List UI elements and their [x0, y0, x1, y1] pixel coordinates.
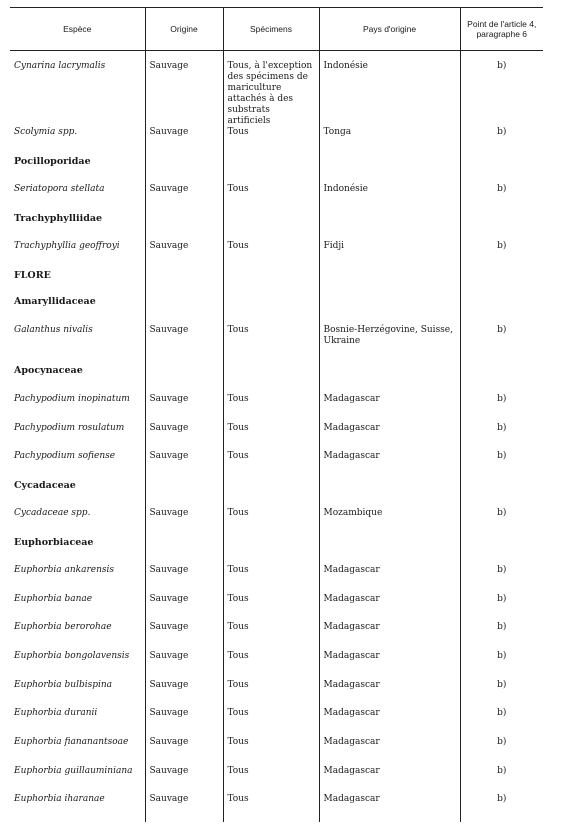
origine-cell: Sauvage	[145, 794, 223, 822]
point-cell: b)	[460, 184, 543, 213]
point-cell	[460, 480, 543, 508]
origine-cell: Sauvage	[145, 622, 223, 651]
pays-cell	[319, 480, 460, 508]
point-cell	[460, 270, 543, 296]
table-row	[10, 737, 543, 766]
family-name-cell: Euphorbiaceae	[14, 537, 94, 548]
pays-cell	[319, 270, 460, 296]
header-row	[10, 8, 543, 51]
point-cell: b)	[460, 737, 543, 766]
origine-cell: Sauvage	[145, 184, 223, 213]
table-row	[10, 451, 543, 480]
origine-cell: Sauvage	[145, 737, 223, 766]
specimens-cell: Tous	[223, 794, 319, 822]
specimens-cell: Tous	[223, 766, 319, 794]
species-cell: Euphorbia berorohae	[14, 622, 112, 632]
family-row	[10, 480, 543, 508]
point-cell	[460, 156, 543, 184]
point-cell: b)	[460, 508, 543, 537]
family-row	[10, 537, 543, 565]
species-cell: Cycadaceae spp.	[14, 508, 91, 518]
header-pays: Pays d'origine	[319, 8, 460, 51]
specimens-cell: Tous	[223, 241, 319, 270]
species-cell: Euphorbia ankarensis	[14, 565, 115, 575]
pays-cell: Bosnie-Herzégovine, Suisse, Ukraine	[319, 325, 460, 365]
specimens-cell: Tous	[223, 737, 319, 766]
origine-cell: Sauvage	[145, 451, 223, 480]
origine-cell: Sauvage	[145, 394, 223, 423]
specimens-cell: Tous	[223, 565, 319, 594]
header-origine: Origine	[145, 8, 223, 51]
species-cell: Galanthus nivalis	[14, 325, 93, 335]
specimens-cell: Tous	[223, 423, 319, 451]
pays-cell	[319, 537, 460, 565]
table-row	[10, 565, 543, 594]
pays-cell: Madagascar	[319, 737, 460, 766]
origine-cell: Sauvage	[145, 565, 223, 594]
point-cell: b)	[460, 565, 543, 594]
origine-cell	[145, 213, 223, 241]
family-row	[10, 213, 543, 241]
species-cell: Euphorbia duranii	[14, 708, 98, 718]
family-name-cell: Pocilloporidae	[14, 156, 91, 167]
table-row	[10, 622, 543, 651]
table-row	[10, 594, 543, 622]
specimens-cell	[223, 480, 319, 508]
pays-cell: Madagascar	[319, 394, 460, 423]
species-cell: Seriatopora stellata	[14, 184, 105, 194]
origine-cell: Sauvage	[145, 651, 223, 680]
pays-cell: Madagascar	[319, 651, 460, 680]
origine-cell: Sauvage	[145, 594, 223, 622]
table-body	[10, 51, 543, 823]
specimens-cell: Tous	[223, 680, 319, 708]
pays-cell: Madagascar	[319, 622, 460, 651]
origine-cell	[145, 365, 223, 394]
family-row	[10, 296, 543, 325]
family-name-cell: Amaryllidaceae	[14, 296, 96, 307]
origine-cell: Sauvage	[145, 766, 223, 794]
pays-cell	[319, 213, 460, 241]
pays-cell: Madagascar	[319, 680, 460, 708]
pays-cell: Fidji	[319, 241, 460, 270]
specimens-cell: Tous	[223, 651, 319, 680]
species-cell: Euphorbia bongolavensis	[14, 651, 130, 661]
point-cell: b)	[460, 325, 543, 365]
family-row	[10, 365, 543, 394]
table-row	[10, 680, 543, 708]
specimens-cell	[223, 537, 319, 565]
origine-cell: Sauvage	[145, 680, 223, 708]
table-row	[10, 766, 543, 794]
pays-cell: Mozambique	[319, 508, 460, 537]
point-cell: b)	[460, 241, 543, 270]
point-cell: b)	[460, 622, 543, 651]
pays-cell	[319, 296, 460, 325]
specimens-cell	[223, 365, 319, 394]
point-cell: b)	[460, 680, 543, 708]
pays-cell: Madagascar	[319, 565, 460, 594]
specimens-cell: Tous, à l'exception des spécimens de mariculture attachés à des substrats artificiels	[223, 51, 319, 128]
point-cell: b)	[460, 766, 543, 794]
specimens-cell	[223, 296, 319, 325]
pays-cell: Tonga	[319, 127, 460, 156]
header-espece: Espèce	[10, 8, 145, 51]
pays-cell: Madagascar	[319, 594, 460, 622]
table-row	[10, 508, 543, 537]
table-row	[10, 423, 543, 451]
family-row	[10, 270, 543, 296]
origine-cell: Sauvage	[145, 423, 223, 451]
table-row	[10, 241, 543, 270]
point-cell: b)	[460, 51, 543, 128]
specimens-cell: Tous	[223, 451, 319, 480]
point-cell	[460, 365, 543, 394]
header-specimens: Spécimens	[223, 8, 319, 51]
family-name-cell: Trachyphylliidae	[14, 213, 103, 224]
point-cell: b)	[460, 423, 543, 451]
origine-cell: Sauvage	[145, 708, 223, 737]
species-cell: Euphorbia guillauminiana	[14, 766, 133, 776]
species-cell: Euphorbia bulbispina	[14, 680, 113, 690]
point-cell	[460, 213, 543, 241]
origine-cell	[145, 537, 223, 565]
species-cell: Euphorbia iharanae	[14, 794, 105, 804]
pays-cell: Madagascar	[319, 766, 460, 794]
table-row	[10, 184, 543, 213]
pays-cell: Indonésie	[319, 51, 460, 128]
origine-cell: Sauvage	[145, 508, 223, 537]
family-name-cell: FLORE	[14, 270, 51, 281]
pays-cell: Madagascar	[319, 794, 460, 822]
point-cell: b)	[460, 794, 543, 822]
table-row	[10, 394, 543, 423]
origine-cell	[145, 296, 223, 325]
table-row	[10, 651, 543, 680]
specimens-cell: Tous	[223, 622, 319, 651]
point-cell: b)	[460, 651, 543, 680]
point-cell: b)	[460, 127, 543, 156]
origine-cell: Sauvage	[145, 325, 223, 365]
specimens-cell: Tous	[223, 708, 319, 737]
table-row	[10, 708, 543, 737]
specimens-cell: Tous	[223, 325, 319, 365]
point-cell: b)	[460, 708, 543, 737]
family-row	[10, 156, 543, 184]
species-cell: Trachyphyllia geoffroyi	[14, 241, 120, 251]
pays-cell: Madagascar	[319, 451, 460, 480]
species-cell: Pachypodium rosulatum	[14, 423, 125, 433]
table-row	[10, 325, 543, 365]
species-cell: Scolymia spp.	[14, 127, 78, 137]
specimens-cell: Tous	[223, 508, 319, 537]
species-cell: Euphorbia banae	[14, 594, 93, 604]
family-name-cell: Apocynaceae	[14, 365, 83, 376]
point-cell: b)	[460, 394, 543, 423]
specimens-cell: Tous	[223, 394, 319, 423]
origine-cell	[145, 156, 223, 184]
pays-cell: Madagascar	[319, 423, 460, 451]
specimens-cell	[223, 270, 319, 296]
origine-cell: Sauvage	[145, 51, 223, 128]
origine-cell	[145, 480, 223, 508]
pays-cell: Madagascar	[319, 708, 460, 737]
header-point: Point de l'article 4, paragraphe 6	[460, 8, 543, 51]
origine-cell	[145, 270, 223, 296]
specimens-cell	[223, 156, 319, 184]
origine-cell: Sauvage	[145, 241, 223, 270]
specimens-cell: Tous	[223, 184, 319, 213]
family-name-cell: Cycadaceae	[14, 480, 76, 491]
point-cell: b)	[460, 451, 543, 480]
species-cell: Euphorbia fiananantsoae	[14, 737, 129, 747]
pays-cell	[319, 365, 460, 394]
point-cell: b)	[460, 594, 543, 622]
table-row	[10, 127, 543, 156]
origine-cell: Sauvage	[145, 127, 223, 156]
table-row	[10, 794, 543, 822]
specimens-cell: Tous	[223, 594, 319, 622]
specimens-cell	[223, 213, 319, 241]
pays-cell	[319, 156, 460, 184]
table-row	[10, 51, 543, 128]
specimens-cell: Tous	[223, 127, 319, 156]
point-cell	[460, 537, 543, 565]
point-cell	[460, 296, 543, 325]
pays-cell: Indonésie	[319, 184, 460, 213]
species-cell: Pachypodium sofiense	[14, 451, 116, 461]
species-cell: Pachypodium inopinatum	[14, 394, 130, 404]
species-table	[10, 7, 543, 822]
species-cell: Cynarina lacrymalis	[14, 61, 106, 71]
